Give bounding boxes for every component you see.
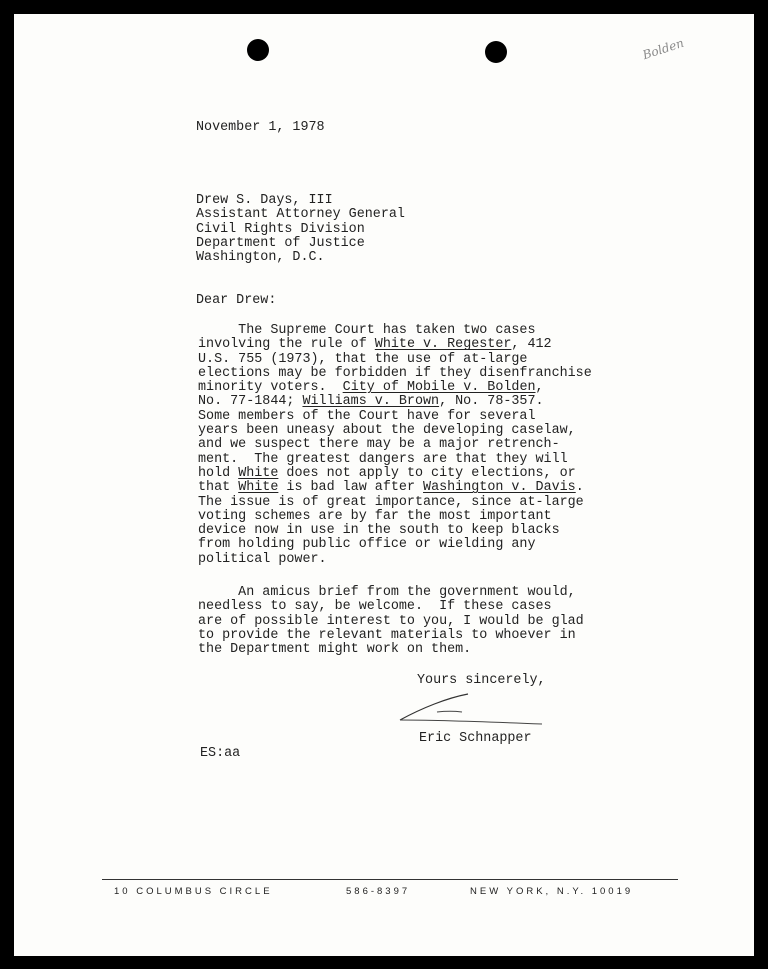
paragraph-line — [198, 395, 592, 409]
case-citation: White — [238, 480, 279, 496]
text-run: Some members of the Court have for several — [198, 408, 536, 424]
paragraph-line — [198, 538, 592, 552]
punch-hole-right — [485, 41, 507, 63]
paragraph-line — [198, 324, 592, 338]
text-run: , No. 78-357. — [439, 394, 544, 410]
text-run: minority voters. — [198, 380, 343, 396]
closing: Yours sincerely, — [417, 673, 546, 688]
address-line: Washington, D.C. — [196, 250, 325, 266]
address-line: Assistant Attorney General — [196, 207, 405, 223]
text-run: No. 77-1844; — [198, 394, 303, 410]
case-citation: White — [238, 465, 279, 481]
paragraph-line — [198, 496, 592, 510]
paragraph-line — [198, 338, 592, 352]
paragraph-line: the Department might work on them. — [198, 642, 472, 658]
text-run: involving the rule of — [198, 337, 375, 353]
text-run: device now in use in the south to keep blacks — [198, 523, 560, 539]
punch-hole-left — [247, 39, 269, 61]
paragraph-line — [198, 510, 592, 524]
text-run: does not apply to city elections, or — [278, 465, 576, 481]
text-run: The issue is of great importance, since at-large — [198, 494, 584, 510]
paragraph-line — [198, 438, 592, 452]
address-line: Drew S. Days, III — [196, 193, 333, 208]
text-run: U.S. 755 (1973), that the use of at-large — [198, 351, 528, 367]
paragraph-line — [198, 381, 592, 395]
text-run: years been uneasy about the developing caselaw, — [198, 423, 576, 439]
paragraph-line: are of possible interest to you, I would be glad — [198, 613, 584, 629]
text-run: that — [198, 480, 239, 496]
text-run: , — [535, 380, 544, 396]
case-citation: White v. Regester — [374, 337, 512, 353]
body-paragraph-2 — [198, 586, 584, 657]
text-run: , 412 — [511, 337, 552, 353]
paragraph-line — [198, 353, 592, 367]
footer-city: NEW YORK, N.Y. 10019 — [470, 886, 634, 897]
paragraph-line — [198, 553, 592, 567]
paragraph-line — [198, 424, 592, 438]
letterhead-footer — [14, 886, 754, 902]
paragraph-line — [198, 367, 592, 381]
text-run: hold — [198, 465, 239, 481]
text-run: voting schemes are by far the most important — [198, 508, 552, 524]
footer-address: 10 COLUMBUS CIRCLE — [114, 886, 273, 897]
paragraph-line — [198, 410, 592, 424]
letter-page — [14, 14, 754, 956]
typist-initials: ES:aa — [200, 746, 241, 761]
address-line: Civil Rights Division — [196, 221, 365, 237]
paragraph-line — [198, 481, 592, 495]
paragraph-line: needless to say, be welcome. If these cases — [198, 599, 552, 615]
letter-date: November 1, 1978 — [196, 120, 325, 135]
footer-rule — [102, 879, 678, 880]
paragraph-line: An amicus brief from the government would, — [198, 585, 576, 600]
salutation: Dear Drew: — [196, 293, 277, 308]
case-citation: City of Mobile v. Bolden — [342, 380, 536, 396]
text-run: . — [575, 480, 584, 496]
paragraph-line — [198, 467, 592, 481]
text-run: from holding public office or wielding any — [198, 537, 536, 553]
paragraph-line — [198, 453, 592, 467]
address-line: Department of Justice — [196, 235, 365, 251]
text-run: and we suspect there may be a major retrench- — [198, 437, 560, 453]
text-run: is bad law after — [278, 480, 424, 496]
paragraph-line — [198, 524, 592, 538]
recipient-address — [196, 194, 405, 265]
text-run: elections may be forbidden if they disenfranchise — [198, 365, 592, 381]
handwritten-note: Bolden — [640, 35, 686, 63]
case-citation: Williams v. Brown — [302, 394, 440, 410]
text-run: ment. The greatest dangers are that they will — [198, 451, 568, 467]
signature-scribble — [382, 690, 552, 730]
text-run: The Supreme Court has taken two cases — [198, 323, 536, 338]
signer-name: Eric Schnapper — [419, 731, 532, 746]
text-run: political power. — [198, 551, 327, 567]
case-citation: Washington v. Davis — [423, 480, 576, 496]
footer-phone: 586-8397 — [346, 886, 411, 897]
paragraph-line: to provide the relevant materials to whoever in — [198, 627, 576, 643]
body-paragraph-1 — [198, 324, 592, 567]
